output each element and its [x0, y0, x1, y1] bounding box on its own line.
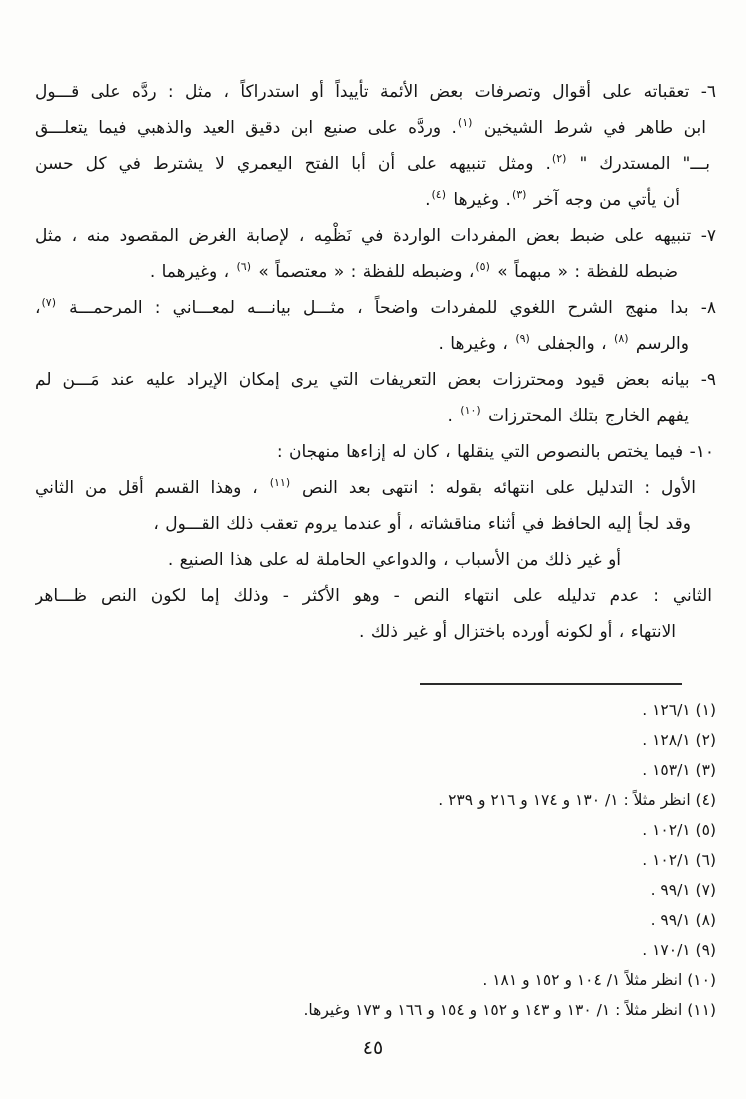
footnote-ref: (٣) [511, 188, 527, 201]
text-line: ابن طاهر في شرط الشيخين (١). وردَّه على صنيع ابن دقيق العيد والذهبي فيما يتعلـــق [35, 110, 716, 146]
footnote-ref: (٨) [614, 332, 629, 345]
text-line: ٨- بدا منهج الشرح اللغوي للمفردات واضحاً ، مثـــل بيانـــه لمعـــاني : المرحمـــة (٧)، [35, 290, 716, 326]
footnote-ref: (٢) [551, 152, 567, 165]
text-line: ٧- تنبيهه على ضبط بعض المفردات الواردة في نَظْمِه ، لإصابة الغرض المقصود منه ، مثل [35, 226, 716, 246]
text-line: الأول : التدليل على انتهائه بقوله : انتهى بعد النص (١١) ، وهذا القسم أقل من الثاني [35, 470, 716, 506]
text-line: الثاني : عدم تدليله على انتهاء النص - وهو الأكثر - وذلك إما لكون النص ظـــاهر [35, 586, 712, 606]
footnote-line: (٦) ١٠٢/١ . [642, 851, 716, 869]
footnote-ref: (١١) [269, 476, 291, 489]
text-line: ٩- بيانه بعض قيود ومحترزات بعض التعريفات التي يرى إمكان الإيراد عليه عند مَـــن لم [35, 370, 716, 390]
footnote-line: (٩) ١٧٠/١ . [642, 941, 716, 959]
footnote-line: (٤) انظر مثلاً : ١/ ١٣٠ و ١٧٤ و ٢١٦ و ٢٣٩ . [438, 791, 716, 809]
footnote-line: (٣) ١٥٣/١ . [642, 761, 716, 779]
text-line: أو غير ذلك من الأسباب ، والدواعي الحاملة له على هذا الصنيع . [167, 550, 621, 570]
text-line: يفهم الخارج بتلك المحترزات (١٠) . [35, 398, 716, 434]
footnote-line: (٢) ١٢٨/١ . [642, 731, 716, 749]
text-line: وقد لجأ إليه الحافظ في أثناء مناقشاته ، أو عندما يروم تعقب ذلك القـــول ، [153, 514, 691, 534]
footnote-line: (١٠) انظر مثلاً ١/ ١٠٤ و ١٥٢ و ١٨١ . [482, 971, 716, 989]
footnote-line: (٥) ١٠٢/١ . [642, 821, 716, 839]
footnote-ref: (٦) [236, 260, 252, 273]
footnotes [0, 695, 746, 1025]
text-line: ضبطه للفظة : « مبهماً » (٥)، وضبطه للفظة : « معتصماً » (٦) ، وغيرهما . [35, 254, 716, 290]
footnote-ref: (٤) [431, 188, 446, 201]
footnote-line: (١) ١٢٦/١ . [642, 701, 716, 719]
text-line: أن يأتي من وجه آخر (٣). وغيرها (٤). [35, 182, 716, 218]
footnote-separator [420, 683, 682, 685]
footnote-line: (٨) ٩٩/١ . [650, 911, 716, 929]
text-line: والرسم (٨) ، والجفلى (٩) ، وغيرها . [35, 326, 716, 362]
text-line: بـــ" المستدرك " (٢). ومثل تنبيهه على أن أبا الفتح اليعمري لا يشترط في كل حسن [35, 146, 716, 182]
footnote-ref: (٧) [41, 296, 57, 309]
footnote-line: (٧) ٩٩/١ . [650, 881, 716, 899]
footnote-ref: (١٠) [460, 404, 481, 417]
footnote-ref: (٩) [515, 332, 530, 345]
footnote-ref: (٥) [475, 260, 490, 273]
footnote-ref: (١) [457, 116, 473, 129]
text-line: ١٠- فيما يختص بالنصوص التي ينقلها ، كان له إزاءها منهجان : [276, 442, 714, 462]
text-line: ٦- تعقباته على أقوال وتصرفات بعض الأئمة تأييداً أو استدراكاً ، مثل : ردَّه على قـــول [35, 82, 716, 102]
text-line: الانتهاء ، أو لكونه أورده باختزال أو غير ذلك . [359, 622, 676, 642]
page-number: ٤٥ [362, 1037, 384, 1059]
footnote-line: (١١) انظر مثلاً : ١/ ١٣٠ و ١٤٣ و ١٥٢ و ١٥٤ و ١٦٦ و ١٧٣ وغيرها. [303, 1001, 716, 1019]
